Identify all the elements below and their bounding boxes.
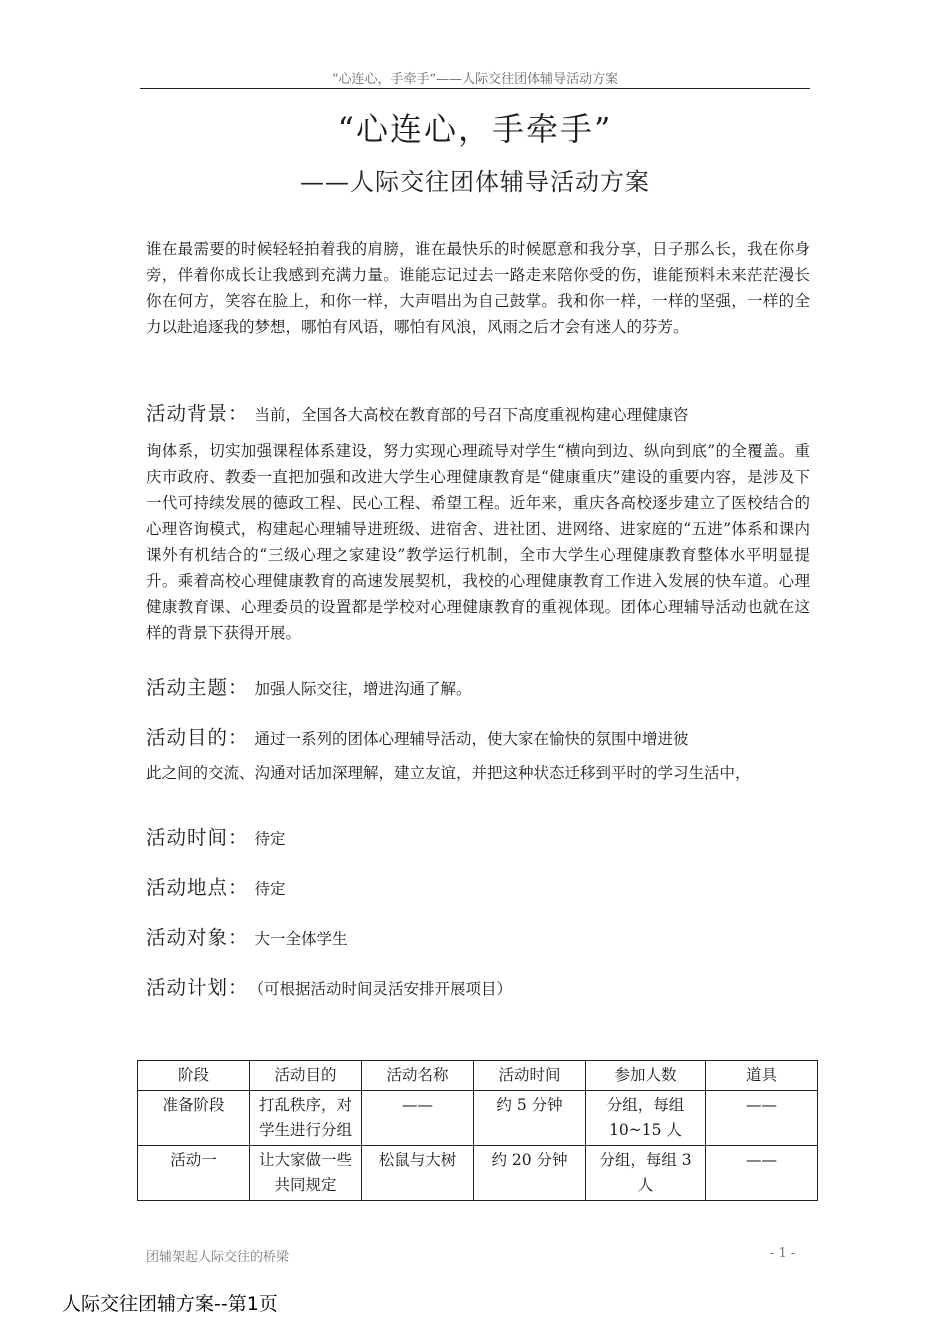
table-header-cell: 道具 <box>706 1061 818 1091</box>
table-row <box>138 1091 818 1146</box>
table-cell: 让大家做一些共同规定 <box>250 1146 362 1201</box>
running-header: “心连心，手牵手”——人际交往团体辅导活动方案 <box>331 72 619 87</box>
page-number: - 1 - <box>770 1246 796 1261</box>
section-theme-label: 活动主题： <box>146 676 249 699</box>
table-cell: —— <box>362 1091 474 1146</box>
section-target-content: 大一全体学生 <box>254 930 348 948</box>
section-background-label: 活动背景： <box>146 402 249 425</box>
document-title: “心连心，手牵手” <box>337 110 613 148</box>
table-cell: 约 5 分钟 <box>474 1091 586 1146</box>
intro-paragraph: 谁在最需要的时候轻轻拍着我的肩膀，谁在最快乐的时候愿意和我分享，日子那么长，我在你身旁，伴着你成长让我感到充满力量。谁能忘记过去一路走来陪你受的伤，谁能预料未来茫茫漫长你在何方，笑容在脸上，和你一样，大声唱出为自己鼓掌。我和你一样，一样的坚强，一样的全力以赴追逐我的梦想，哪怕有风语，哪怕有风浪，风雨之后才会有迷人的芬芳。 <box>146 240 810 336</box>
table-header-cell: 活动时间 <box>474 1061 586 1091</box>
section-background-first-line: 当前，全国各大高校在教育部的号召下高度重视构建心理健康咨 <box>254 406 689 424</box>
section-time-line <box>146 822 810 850</box>
table-cell: 分组，每组 3 人 <box>586 1146 706 1201</box>
section-place-line <box>146 872 810 900</box>
table-cell: —— <box>706 1146 818 1201</box>
section-plan-line <box>146 972 810 1000</box>
table-cell: 约 20 分钟 <box>474 1146 586 1201</box>
table-cell: 准备阶段 <box>138 1091 250 1146</box>
table-cell: 打乱秩序，对学生进行分组 <box>250 1091 362 1146</box>
header-rule <box>140 88 810 89</box>
table-header-cell: 参加人数 <box>586 1061 706 1091</box>
section-target-label: 活动对象： <box>146 926 249 949</box>
section-place-label: 活动地点： <box>146 876 249 899</box>
section-place-content: 待定 <box>254 880 286 898</box>
table-header-cell: 阶段 <box>138 1061 250 1091</box>
page-caption: 人际交往团辅方案--第1页 <box>62 1293 278 1315</box>
table-cell: —— <box>706 1091 818 1146</box>
table-cell: 松鼠与大树 <box>362 1146 474 1201</box>
section-plan-label: 活动计划： <box>146 976 249 999</box>
table-cell: 活动一 <box>138 1146 250 1201</box>
section-purpose-label: 活动目的： <box>146 726 249 749</box>
table-header-row <box>138 1061 818 1091</box>
section-theme-line <box>146 672 810 700</box>
section-purpose-body: 此之间的交流、沟通对话加深理解，建立友谊，并把这种状态迁移到平时的学习生活中， <box>146 764 751 782</box>
section-background-line <box>146 398 810 426</box>
section-purpose-first-line: 通过一系列的团体心理辅导活动，使大家在愉快的氛围中增进彼 <box>254 730 689 748</box>
section-time-label: 活动时间： <box>146 826 249 849</box>
section-target-line <box>146 922 810 950</box>
table-row <box>138 1146 818 1201</box>
table-header-cell: 活动名称 <box>362 1061 474 1091</box>
table-header-cell: 活动目的 <box>250 1061 362 1091</box>
activity-plan-table <box>137 1060 818 1201</box>
table-cell: 分组，每组 10~15 人 <box>586 1091 706 1146</box>
section-background-body: 询体系，切实加强课程体系建设，努力实现心理疏导对学生“横向到边、纵向到底”的全覆盖。重庆市政府、教委一直把加强和改进大学生心理健康教育是“健康重庆”建设的重要内容，是涉及下一代可持续发展的德政工程、民心工程、希望工程。近年来，重庆各高校逐步建立了医校结合的心理咨询模式，构建起心理辅导进班级、进宿舍、进社团、进网络、进家庭的“五进”体系和课内课外有机结合的“三级心理之家建设”教学运行机制，全市大学生心理健康教育整体水平明显提升。乘着高校心理健康教育的高速发展契机，我校的心理健康教育工作进入发展的快车道。心理健康教育课、心理委员的设置都是学校对心理健康教育的重视体现。团体心理辅导活动也就在这样的背景下获得开展。 <box>146 442 810 642</box>
section-purpose-line <box>146 722 810 750</box>
document-subtitle: ——人际交往团体辅导活动方案 <box>300 168 650 196</box>
section-theme-content: 加强人际交往，增进沟通了解。 <box>254 680 472 698</box>
footer-left-text: 团辅架起人际交往的桥梁 <box>146 1250 290 1265</box>
section-plan-content: （可根据活动时间灵活安排开展项目） <box>248 980 513 998</box>
section-time-content: 待定 <box>254 830 286 848</box>
